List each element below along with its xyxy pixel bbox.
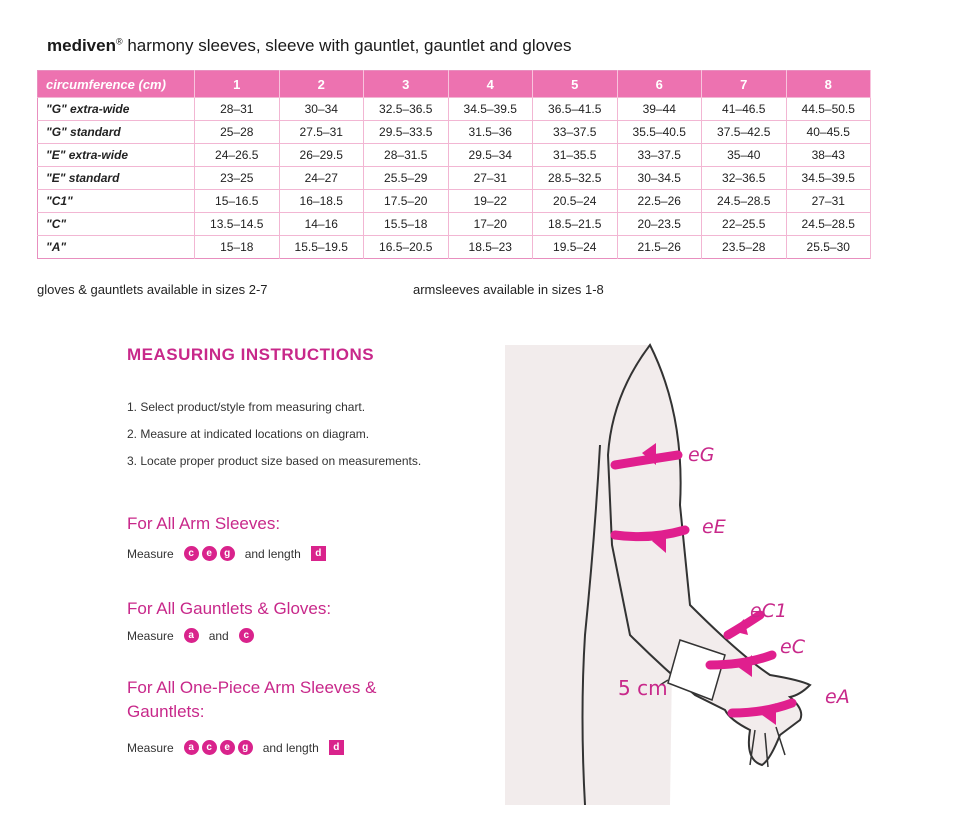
size-cell: 24–27 [279,167,364,190]
and-label: and [208,628,229,643]
and-length-label: and length [244,546,301,561]
five-cm-label: 5 cm [618,676,668,700]
arm-measurement-diagram [500,335,880,815]
size-cell: 38–43 [786,144,871,167]
size-cell: 18.5–21.5 [533,213,618,236]
header-size-8: 8 [786,71,871,98]
size-cell: 30–34.5 [617,167,702,190]
size-cell: 33–37.5 [617,144,702,167]
size-cell: 32.5–36.5 [364,98,449,121]
label-ee: eE [702,516,726,538]
size-cell: 25.5–29 [364,167,449,190]
size-cell: 23.5–28 [702,236,787,259]
size-cell: 29.5–33.5 [364,121,449,144]
point-a-badge: a [184,740,199,755]
table-row [38,213,871,236]
size-cell: 29.5–34 [448,144,533,167]
measure-label: Measure [127,628,174,643]
size-cell: 34.5–39.5 [786,167,871,190]
instructions-title: MEASURING INSTRUCTIONS [127,345,375,364]
size-cell: 31–35.5 [533,144,618,167]
size-cell: 18.5–23 [448,236,533,259]
one-piece-heading-line1: For All One-Piece Arm Sleeves & [127,678,377,697]
size-cell: 27.5–31 [279,121,364,144]
size-cell: 19–22 [448,190,533,213]
size-cell: 44.5–50.5 [786,98,871,121]
size-cell: 21.5–26 [617,236,702,259]
size-cell: 28.5–32.5 [533,167,618,190]
header-size-4: 4 [448,71,533,98]
point-g-badge: g [220,546,235,561]
label-ea: eA [825,686,850,708]
size-cell: 28–31.5 [364,144,449,167]
table-row [38,190,871,213]
size-cell: 15–18 [195,236,280,259]
point-e-badge: e [202,546,217,561]
table-row [38,236,871,259]
registered-mark: ® [115,36,123,47]
size-cell: 27–31 [448,167,533,190]
table-row [38,121,871,144]
size-cell: 37.5–42.5 [702,121,787,144]
size-cell: 24–26.5 [195,144,280,167]
size-cell: 35.5–40.5 [617,121,702,144]
size-cell: 28–31 [195,98,280,121]
row-label: "A" [38,236,195,259]
page-title [47,36,572,56]
header-size-5: 5 [533,71,618,98]
header-circumference: circumference (cm) [38,71,195,98]
size-cell: 15.5–19.5 [279,236,364,259]
size-cell: 20.5–24 [533,190,618,213]
size-cell: 23–25 [195,167,280,190]
size-cell: 19.5–24 [533,236,618,259]
row-label: "G" standard [38,121,195,144]
one-piece-heading-line2: Gauntlets: [127,702,205,721]
point-c-badge: c [202,740,217,755]
sleeves-availability-note: armsleeves available in sizes 1-8 [413,282,604,297]
instructions-steps [127,400,421,481]
header-size-3: 3 [364,71,449,98]
title-text: harmony sleeves, sleeve with gauntlet, gauntlet and gloves [122,36,572,55]
table-header-row [38,71,871,98]
size-cell: 27–31 [786,190,871,213]
size-cell: 33–37.5 [533,121,618,144]
gloves-availability-note: gloves & gauntlets available in sizes 2-7 [37,282,268,297]
point-a-badge: a [184,628,199,643]
size-cell: 15.5–18 [364,213,449,236]
size-cell: 25–28 [195,121,280,144]
size-cell: 24.5–28.5 [786,213,871,236]
row-label: "G" extra-wide [38,98,195,121]
brand-name: mediven [47,36,116,55]
size-cell: 39–44 [617,98,702,121]
one-piece-measure [127,740,344,755]
size-cell: 16.5–20.5 [364,236,449,259]
size-cell: 17.5–20 [364,190,449,213]
size-cell: 17–20 [448,213,533,236]
header-size-7: 7 [702,71,787,98]
label-eg: eG [688,444,715,466]
label-ec1: eC1 [750,600,788,622]
size-cell: 34.5–39.5 [448,98,533,121]
row-label: "C1" [38,190,195,213]
row-label: "C" [38,213,195,236]
arm-sleeves-heading: For All Arm Sleeves: [127,514,281,533]
header-size-2: 2 [279,71,364,98]
size-cell: 22.5–26 [617,190,702,213]
row-label: "E" extra-wide [38,144,195,167]
size-cell: 36.5–41.5 [533,98,618,121]
header-size-1: 1 [195,71,280,98]
measure-label: Measure [127,546,174,561]
size-cell: 20–23.5 [617,213,702,236]
gauntlets-gloves-measure [127,628,254,643]
size-cell: 15–16.5 [195,190,280,213]
size-chart-table [37,70,871,259]
table-row [38,167,871,190]
size-cell: 31.5–36 [448,121,533,144]
one-piece-heading [127,676,376,724]
point-c-badge: c [184,546,199,561]
size-cell: 35–40 [702,144,787,167]
table-row [38,144,871,167]
length-d-badge: d [329,740,344,755]
step-1: 1. Select product/style from measuring chart. [127,400,366,414]
size-cell: 13.5–14.5 [195,213,280,236]
size-cell: 30–34 [279,98,364,121]
point-e-badge: e [220,740,235,755]
step-2: 2. Measure at indicated locations on diagram. [127,427,370,441]
table-row [38,98,871,121]
size-cell: 32–36.5 [702,167,787,190]
header-size-6: 6 [617,71,702,98]
measure-label: Measure [127,740,174,755]
step-3: 3. Locate proper product size based on measurements. [127,454,422,468]
size-cell: 26–29.5 [279,144,364,167]
gauntlets-gloves-heading: For All Gauntlets & Gloves: [127,599,332,618]
and-length-label: and length [262,740,319,755]
length-d-badge: d [311,546,326,561]
arm-sleeves-measure [127,546,326,561]
size-cell: 40–45.5 [786,121,871,144]
size-cell: 14–16 [279,213,364,236]
size-cell: 41–46.5 [702,98,787,121]
label-ec: eC [780,636,805,658]
size-cell: 25.5–30 [786,236,871,259]
size-cell: 24.5–28.5 [702,190,787,213]
size-cell: 16–18.5 [279,190,364,213]
point-g-badge: g [238,740,253,755]
row-label: "E" standard [38,167,195,190]
point-c-badge: c [239,628,254,643]
size-cell: 22–25.5 [702,213,787,236]
